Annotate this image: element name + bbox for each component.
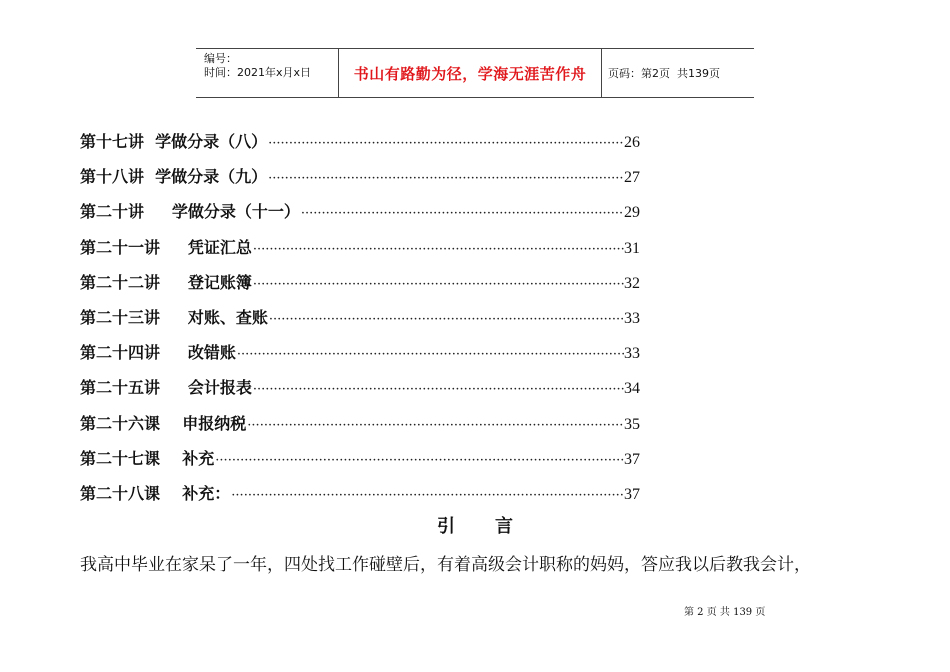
toc-entry-title: 第二十二讲 登记账簿 [80,272,252,292]
toc-entry[interactable] [80,124,640,159]
toc-entry-title: 第二十一讲 凭证汇总 [80,237,252,257]
toc-dot-leader [246,408,624,443]
toc-entry-title: 第二十讲 学做分录（十一） [80,202,300,222]
toc-dot-leader [236,337,624,372]
toc-entry[interactable] [80,300,640,335]
toc-entry[interactable] [80,476,640,511]
toc-entry-page: 27 [624,169,640,187]
toc-entry[interactable] [80,230,640,265]
toc-entry-title: 第十七讲 学做分录（八） [80,132,268,151]
section-heading [0,512,950,538]
header-motto: 书山有路勤为径，学海无涯苦作舟 [338,49,602,97]
toc-dot-leader [267,126,624,161]
toc-entry[interactable] [80,406,640,441]
heading-char-2: 言 [495,516,513,537]
toc-entry-title: 第二十四讲 改错账 [80,343,236,363]
time-label: 时间：2021年x月x日 [204,66,312,79]
intro-paragraph: 我高中毕业在家呆了一年，四处找工作碰壁后，有着高级会计职称的妈妈，答应我以后教我会计， [80,555,811,575]
toc-entry-title: 第十八讲 学做分录（九） [80,167,268,187]
toc-entry-page: 35 [624,415,640,433]
header-page-info: 页码：第2页 共139页 [608,67,720,80]
toc-entry[interactable] [80,265,640,300]
toc-dot-leader [252,267,624,302]
toc-dot-leader [214,443,624,478]
toc-entry-title: 第二十五讲 会计报表 [80,378,252,398]
number-label: 编号： [204,52,237,65]
table-of-contents [80,124,640,511]
toc-entry-page: 33 [624,345,640,363]
toc-entry-page: 31 [624,239,640,257]
header-page-info-cell [602,49,754,97]
toc-entry-page: 37 [624,450,640,468]
toc-entry[interactable] [80,159,640,194]
toc-entry[interactable] [80,441,640,476]
toc-entry[interactable] [80,194,640,229]
toc-entry-page: 33 [624,309,640,327]
header-meta-cell [196,49,338,97]
toc-dot-leader [252,232,624,267]
toc-entry-page: 26 [624,134,640,151]
toc-entry-page: 32 [624,274,640,292]
toc-dot-leader [230,478,624,513]
toc-dot-leader [300,196,624,231]
toc-entry[interactable] [80,370,640,405]
toc-entry[interactable] [80,335,640,370]
toc-entry-page: 37 [624,485,640,503]
toc-entry-title: 第二十六课 申报纳税 [80,413,247,433]
toc-entry-page: 34 [624,380,640,398]
toc-dot-leader [252,372,624,407]
document-header [196,48,754,98]
toc-entry-page: 29 [624,204,640,222]
heading-char-1: 引 [437,516,455,537]
toc-entry-title: 第二十七课 补充 [80,448,215,468]
toc-entry-title: 第二十八课 补充： [80,483,231,503]
toc-dot-leader [267,161,624,196]
toc-dot-leader [268,302,624,337]
toc-entry-title: 第二十三讲 对账、查账 [80,307,268,327]
page-footer: 第 2 页 共 139 页 [684,607,766,618]
